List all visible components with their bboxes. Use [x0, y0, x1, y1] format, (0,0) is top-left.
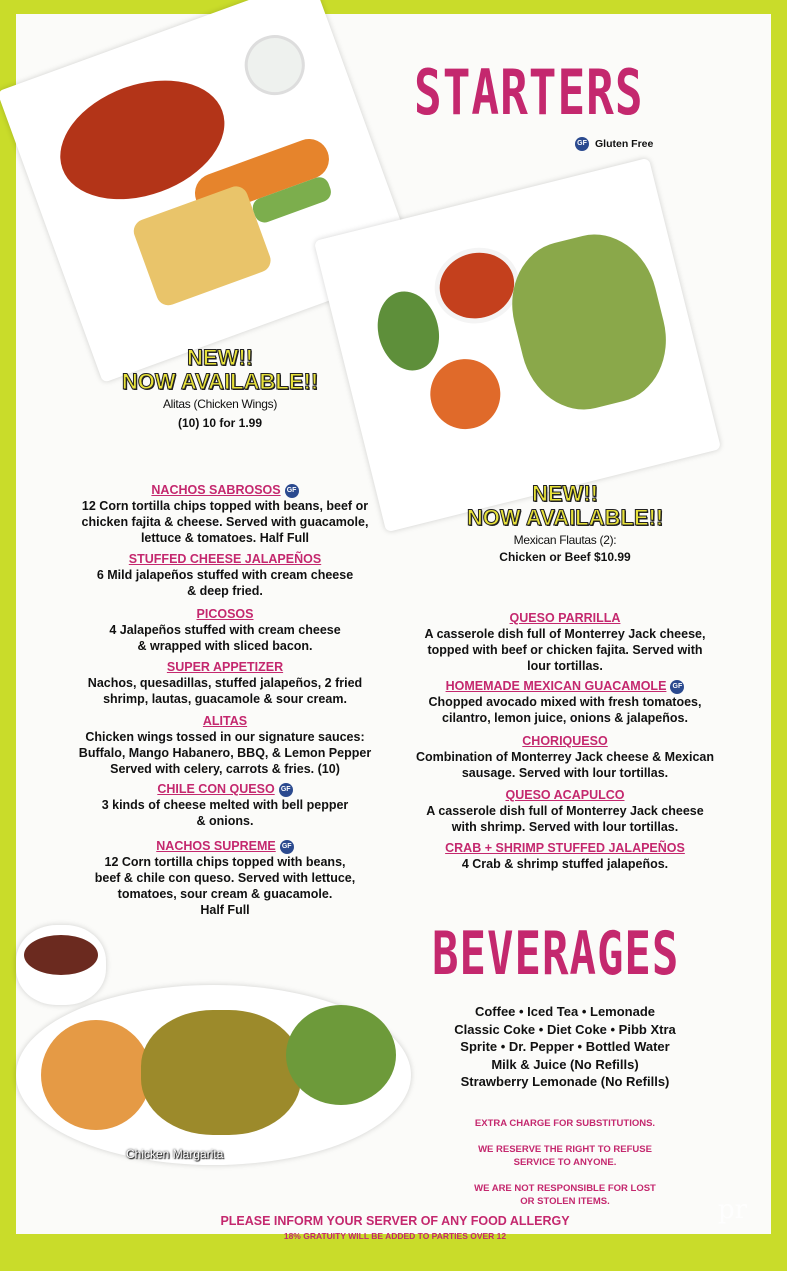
menu-item-description: A casserole dish full of Monterrey Jack cheese — [426, 804, 704, 818]
promo-wings-price: (10) 10 for 1.99 — [177, 416, 263, 430]
gratuity-notice: 18% GRATUITY WILL BE ADDED TO PARTIES OVER 12 — [283, 1231, 507, 1241]
menu-item-description: Served with celery, carrots & fries. (10) — [110, 762, 340, 776]
beverages-heading: BEVERAGES — [432, 920, 680, 989]
menu-item-name — [400, 678, 730, 694]
menu-item-description: A casserole dish full of Monterrey Jack cheese, — [424, 627, 706, 641]
allergy-notice: PLEASE INFORM YOUR SERVER OF ANY FOOD ALLERGY — [220, 1214, 570, 1228]
beverage-line: Sprite • Dr. Pepper • Bottled Water — [460, 1039, 670, 1054]
menu-item-name — [400, 610, 730, 626]
note-substitutions: EXTRA CHARGE FOR SUBSTITUTIONS. — [474, 1118, 656, 1129]
left-menu-item — [50, 659, 400, 707]
menu-item-description: 4 Jalapeños stuffed with cream cheese — [109, 623, 341, 637]
menu-item-name-text: QUESO ACAPULCO — [505, 788, 625, 802]
starters-heading: STARTERS — [414, 56, 644, 129]
menu-item-name — [50, 606, 400, 622]
left-menu-item — [50, 838, 400, 918]
promo-flautas-available: NOW AVAILABLE!! — [466, 505, 664, 530]
note-lost-line2: OR STOLEN ITEMS. — [520, 1196, 610, 1207]
menu-item-description: Nachos, quesadillas, stuffed jalapeños, 2 fried — [87, 676, 363, 690]
policy-notes — [460, 1117, 670, 1208]
menu-item-description: & wrapped with sliced bacon. — [137, 639, 313, 653]
note-refuse-line2: SERVICE TO ANYONE. — [513, 1157, 617, 1168]
right-menu-item — [400, 610, 730, 674]
menu-item-description: Combination of Monterrey Jack cheese & Mexican — [415, 750, 714, 764]
promo-flautas — [445, 482, 685, 564]
menu-item-name-text: STUFFED CHEESE JALAPEÑOS — [128, 552, 322, 566]
menu-item-description: 6 Mild jalapeños stuffed with cream cheese — [96, 568, 354, 582]
menu-item-description: cilantro, lemon juice, onions & jalapeños. — [442, 711, 688, 725]
menu-item-name — [400, 787, 730, 803]
watermark: pr — [718, 1195, 748, 1225]
left-menu-item — [50, 551, 400, 599]
menu-item-name — [50, 713, 400, 729]
left-menu-item — [50, 606, 400, 654]
menu-item-description: Buffalo, Mango Habanero, BBQ, & Lemon Pepper — [78, 746, 372, 760]
note-lost-line1: WE ARE NOT RESPONSIBLE FOR LOST — [474, 1183, 656, 1194]
menu-item-description: & deep fried. — [187, 584, 263, 598]
menu-item-name — [50, 659, 400, 675]
beverage-line: Milk & Juice (No Refills) — [491, 1056, 639, 1072]
menu-item-description: sausage. Served with lour tortillas. — [461, 766, 669, 780]
menu-item-name — [400, 840, 730, 856]
menu-item-name-text: NACHOS SUPREME — [156, 839, 276, 853]
menu-item-description: with shrimp. Served with lour tortillas. — [451, 820, 679, 834]
promo-wings-name: Alitas (Chicken Wings) — [162, 397, 278, 411]
menu-item-description: topped with beef or chicken fajita. Served with — [427, 643, 703, 657]
menu-item-name-text: QUESO PARRILLA — [509, 611, 621, 625]
menu-item-description: lour tortillas. — [527, 659, 603, 673]
menu-item-description: shrimp, lautas, guacamole & sour cream. — [103, 692, 347, 706]
menu-item-name — [50, 482, 400, 498]
promo-wings — [100, 346, 340, 430]
promo-flautas-new: NEW!! — [532, 481, 598, 506]
left-menu-item — [50, 781, 400, 829]
gluten-free-icon: GF — [280, 840, 294, 854]
gluten-free-icon: GF — [279, 783, 293, 797]
promo-wings-new: NEW!! — [187, 345, 253, 370]
gluten-free-legend — [575, 137, 653, 151]
gluten-free-label: Gluten Free — [595, 137, 654, 150]
beverage-line: Coffee • Iced Tea • Lemonade — [474, 1004, 656, 1019]
menu-item-name-text: CHORIQUESO — [522, 734, 608, 748]
photo-caption: Chicken Margarita — [126, 1147, 224, 1161]
menu-item-description: Chicken wings tossed in our signature sauces: — [85, 730, 365, 744]
right-menu-item — [400, 733, 730, 781]
note-refuse-line1: WE RESERVE THE RIGHT TO REFUSE — [478, 1144, 652, 1155]
salsa-bowl-photo — [16, 925, 106, 1005]
beverage-line: Strawberry Lemonade (No Refills) — [460, 1074, 670, 1089]
menu-item-name-text: ALITAS — [202, 714, 248, 728]
menu-item-description: 12 Corn tortilla chips topped with beans, beef or — [81, 499, 369, 513]
menu-item-description: 3 kinds of cheese melted with bell pepper — [101, 798, 349, 812]
right-menu-item — [400, 787, 730, 835]
gluten-free-icon: GF — [670, 680, 684, 694]
menu-item-description: Half Full — [200, 903, 250, 917]
gluten-free-icon: GF — [575, 137, 589, 151]
beverage-line: Classic Coke • Diet Coke • Pibb Xtra — [454, 1021, 676, 1037]
menu-item-name — [50, 838, 400, 854]
promo-wings-available: NOW AVAILABLE!! — [121, 369, 319, 394]
menu-item-name-text: CHILE CON QUESO — [157, 782, 275, 796]
right-menu-item — [400, 840, 730, 872]
menu-item-name — [50, 781, 400, 797]
menu-item-name — [50, 551, 400, 567]
menu-item-description: lettuce & tomatoes. Half Full — [140, 531, 310, 545]
right-menu-item — [400, 678, 730, 726]
menu-item-description: tomatoes, sour cream & guacamole. — [117, 887, 333, 901]
menu-item-name-text: NACHOS SABROSOS — [151, 483, 281, 497]
menu-item-name — [400, 733, 730, 749]
gluten-free-icon: GF — [285, 484, 299, 498]
promo-flautas-name: Mexican Flautas (2): — [513, 533, 617, 547]
menu-item-description: Chopped avocado mixed with fresh tomatoes, — [428, 695, 702, 709]
menu-item-description: & onions. — [196, 814, 254, 828]
menu-item-name-text: HOMEMADE MEXICAN GUACAMOLE — [445, 679, 667, 693]
menu-item-description: chicken fajita & cheese. Served with guacamole, — [81, 515, 369, 529]
menu-item-name-text: SUPER APPETIZER — [166, 660, 284, 674]
left-menu-item — [50, 713, 400, 777]
chicken-margarita-plate-photo — [16, 985, 411, 1165]
menu-item-description: 12 Corn tortilla chips topped with beans, — [104, 855, 346, 869]
menu-item-name-text: PICOSOS — [196, 607, 254, 621]
beverage-list — [405, 1003, 725, 1091]
menu-item-description: 4 Crab & shrimp stuffed jalapeños. — [461, 857, 669, 871]
menu-item-description: beef & chile con queso. Served with lettuce, — [94, 871, 356, 885]
menu-item-name-text: CRAB + SHRIMP STUFFED JALAPEÑOS — [445, 841, 685, 855]
promo-flautas-price: Chicken or Beef $10.99 — [499, 550, 631, 564]
left-menu-item — [50, 482, 400, 546]
